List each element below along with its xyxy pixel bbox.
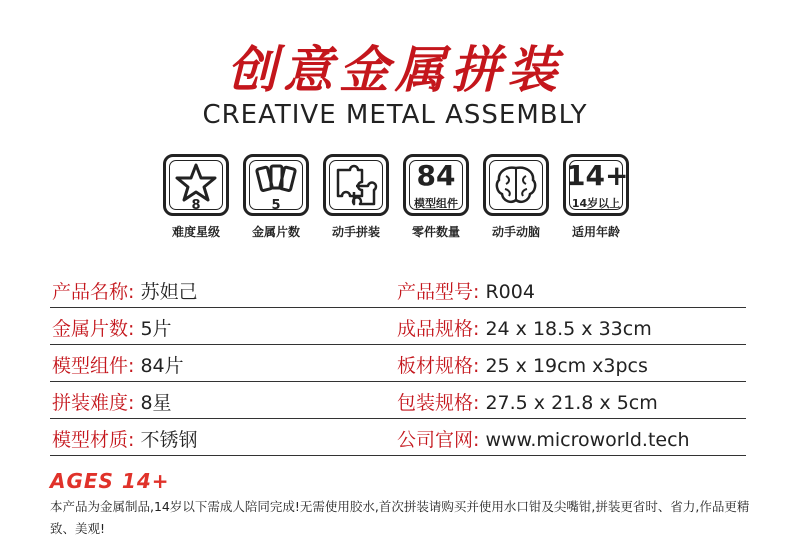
parts-count: 84: [416, 159, 456, 192]
spec-label: 拼装难度:: [52, 392, 135, 414]
spec-label: 产品型号:: [397, 281, 480, 303]
spec-label: 板材规格:: [397, 355, 480, 377]
spec-value: www.microworld.tech: [485, 429, 690, 451]
cards-icon: [252, 162, 300, 208]
feature-parts: [400, 154, 472, 240]
spec-value: R004: [485, 281, 535, 303]
spec-label: 成品规格:: [397, 318, 480, 340]
age-sub: 14岁以上: [571, 197, 621, 210]
spec-label: 模型组件:: [52, 355, 135, 377]
icon-caption: 金属片数: [251, 225, 300, 239]
spec-value: 84片: [140, 355, 184, 377]
icon-caption: 难度星级: [171, 225, 220, 239]
spec-row: [50, 382, 746, 419]
feature-difficulty: [160, 154, 232, 240]
star-icon: [172, 162, 220, 208]
feature-sheets: [240, 154, 312, 240]
safety-notice: 本产品为金属制品,14岁以下需成人陪同完成!无需使用胶水,首次拼装请购买并使用水口钳及尖嘴钳,拼装更省时、省力,作品更精致、美观!: [50, 499, 750, 536]
spec-label: 金属片数:: [52, 318, 135, 340]
spec-row: [50, 308, 746, 345]
spec-value: 27.5 x 21.8 x 5cm: [485, 392, 658, 414]
parts-sub: 模型组件: [414, 197, 458, 210]
icon-caption: 适用年龄: [571, 225, 620, 239]
count-badge: [403, 154, 469, 216]
page-title: 创意金属拼装: [227, 40, 563, 99]
age-badge: [563, 154, 629, 216]
spec-label: 公司官网:: [397, 429, 480, 451]
spec-value: 25 x 19cm x3pcs: [485, 355, 648, 377]
spec-label: 产品名称:: [52, 281, 135, 303]
feature-age: [560, 154, 632, 240]
difficulty-value: 8: [191, 198, 201, 213]
icon-caption: 动手动脑: [491, 225, 540, 239]
feature-icons: [160, 154, 630, 244]
spec-label: 模型材质:: [52, 429, 135, 451]
sheets-value: 5: [271, 198, 281, 213]
spec-value: 苏妲己: [140, 281, 198, 303]
spec-row: [50, 345, 746, 382]
feature-assembly: [320, 154, 392, 240]
spec-value: 24 x 18.5 x 33cm: [485, 318, 652, 340]
brain-icon: [492, 162, 540, 208]
spec-value: 5片: [140, 318, 172, 340]
spec-value: 8星: [140, 392, 172, 414]
icon-caption: 动手拼装: [331, 225, 380, 239]
feature-brain: [480, 154, 552, 240]
spec-value: 不锈钢: [140, 429, 198, 451]
age-value: 14+: [566, 159, 629, 192]
spec-table: [50, 271, 746, 456]
spec-row: [50, 419, 746, 456]
spec-label: 包装规格:: [397, 392, 480, 414]
page-subtitle: CREATIVE METAL ASSEMBLY: [202, 100, 588, 130]
icon-caption: 零件数量: [411, 225, 460, 239]
puzzle-icon: [332, 162, 380, 208]
ages-heading: AGES 14+: [50, 469, 170, 493]
spec-row: [50, 271, 746, 308]
